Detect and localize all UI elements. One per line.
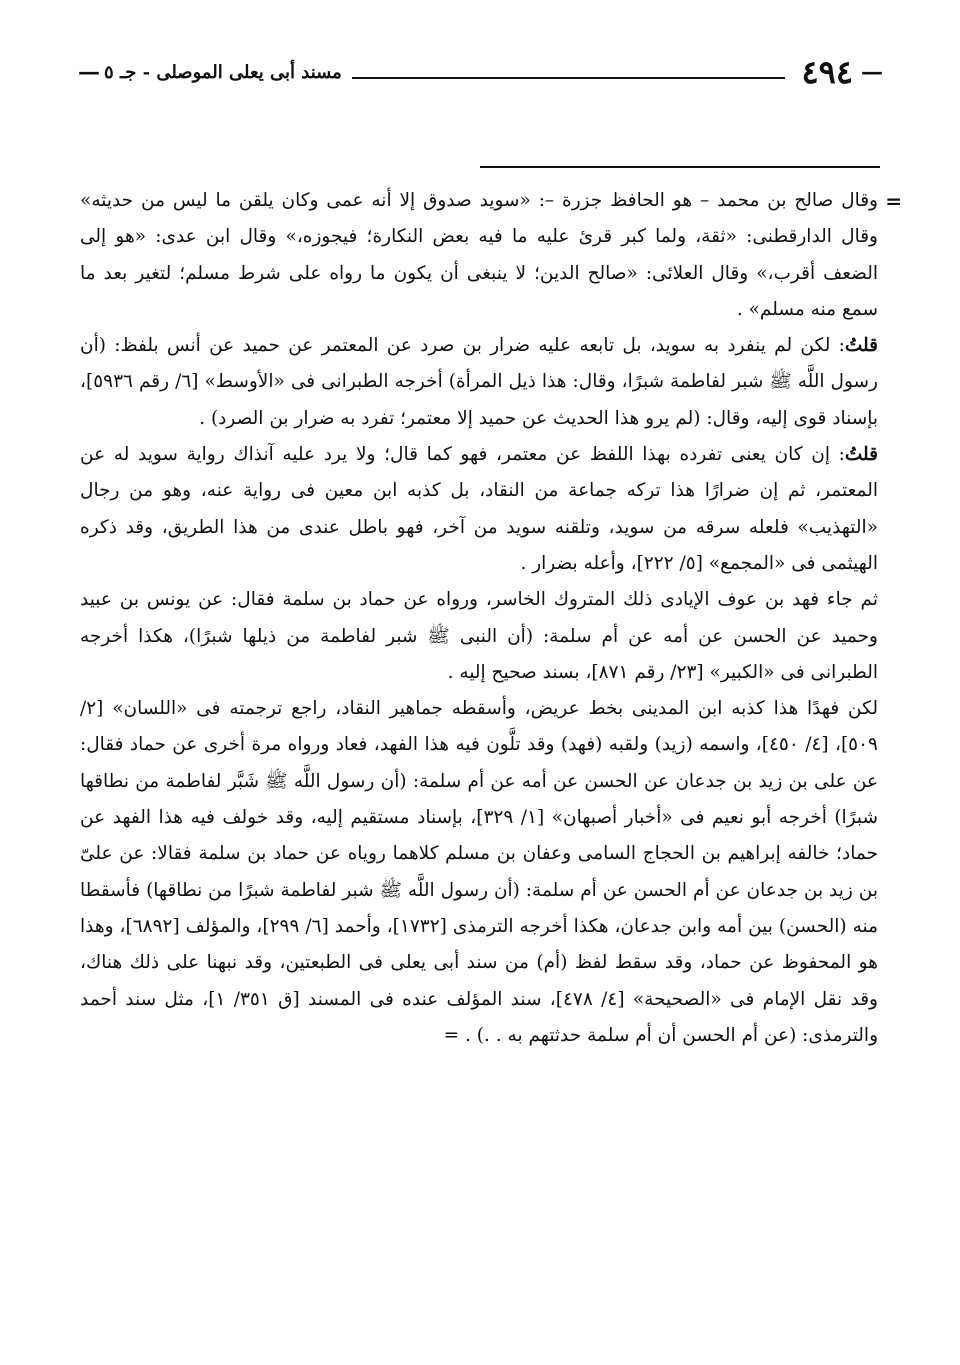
footnote-paragraph <box>80 691 878 1054</box>
paragraph-text: ثم جاء فهد بن عوف الإيادى ذلك المتروك الخاسر، ورواه عن حماد بن سلمة فقال: عن يونس بن عبيد وحميد عن الحسن عن أمه عن أم سلمة: (أن النبى ﷺ شبر لفاطمة من ذيلها شبرًا)، هكذا أخرجه الطبرانى فى «الكبير» [٢٣/ رقم ٨٧١]، بسند صحيح إليه . <box>80 589 878 683</box>
footnote-paragraph <box>80 328 878 437</box>
running-title: مسند أبى يعلى الموصلى - جـ ٥ <box>104 61 342 83</box>
paragraph-text: : إن كان يعنى تفرده بهذا اللفظ عن معتمر، فهو كما قال؛ ولا يرد عليه آنذاك رواية سويد له عن المعتمر، ثم إن ضرارًا هذا تركه جماعة من النقاد، بل كذبه ابن معين فى رواية عنه، وهو من رجال «التهذيب» فلعله سرقه من سويد، وتلقنه سويد من آخر، فهو باطل عندى من هذا الطريق، وقد ذكره الهيثمى فى «المجمع» [٥/ ٢٢٢]، وأعله بضرار . <box>80 444 878 574</box>
footnote-body <box>80 183 902 1054</box>
page-number: ٤٩٤ <box>801 53 853 91</box>
footnote-paragraph <box>80 582 878 691</box>
header-dash-left: — <box>78 59 100 85</box>
qultu-label: قلتُ <box>844 335 878 357</box>
running-header <box>78 50 883 94</box>
header-dash-right: — <box>861 59 883 85</box>
footnote-separator <box>480 166 880 168</box>
footnote-paragraph <box>80 183 902 328</box>
paragraph-text: لكن فهدًا هذا كذبه ابن المدينى بخط عريض، وأسقطه جماهير النقاد، راجع ترجمته فى «اللسان» [٢/ ٥٠٩]، [٤/ ٤٥٠]، واسمه (زيد) ولقبه (فهد) وقد تلَّون فيه هذا الفهد، فعاد ورواه مرة أخرى عن حماد فقال: عن على بن زيد بن جدعان عن الحسن عن أمه عن أم سلمة: (أن رسول اللَّه ﷺ شَبَّر لفاطمة من نطاقها شبرًا) أخرجه أبو نعيم فى «أخبار أصبهان» [١/ ٣٢٩]، بإسناد مستقيم إليه، وقد خولف فيه هذا الفهد عن حماد؛ خالفه إبراهيم بن الحجاج السامى وعفان بن مسلم كلاهما روياه عن حماد بن سلمة فقالا: عن علىّ بن زيد بن جدعان عن أم الحسن عن أم سلمة: (أن رسول اللَّه ﷺ شبر لفاطمة شبرًا من نطاقها) فأسقطا منه (الحسن) بين أمه وابن جدعان، هكذا أخرجه الترمذى [١٧٣٢]، وأحمد [٦/ ٢٩٩]، والمؤلف [٦٨٩٢]، وهذا هو المحفوظ عن حماد، وقد سقط لفظ (أم) من سند أبى يعلى فى الطبعتين، وقد نبهنا على ذلك هناك، وقد نقل الإمام فى «الصحيحة» [٤/ ٤٧٨]، سند المؤلف عنده فى المسند [ق ٣٥١/ ١]، مثل سند أحمد والترمذى: (عن أم الحسن أن أم سلمة حدثتهم به . .) . = <box>80 698 879 1046</box>
paragraph-text: : لكن لم ينفرد به سويد، بل تابعه عليه ضرار بن صرد عن المعتمر عن حميد عن أنس بلفظ: (أن رسول اللَّه ﷺ شبر لفاطمة شبرًا، وقال: هذا ذيل المرأة) أخرجه الطبرانى فى «الأوسط» [٦/ رقم ٥٩٣٦]، بإسناد قوى إليه، وقال: (لم يرو هذا الحديث عن حميد إلا معتمر؛ تفرد به ضرار بن الصرد) . <box>80 335 878 429</box>
header-rule <box>352 77 786 79</box>
qultu-label: قلتُ <box>844 444 878 466</box>
continuation-mark: = <box>885 189 902 213</box>
paragraph-text: وقال صالح بن محمد – هو الحافظ جزرة –: «سويد صدوق إلا أنه عمى وكان يلقن ما ليس من حديثه» وقال الدارقطنى: «ثقة، ولما كبر قرئ عليه ما فيه بعض النكارة؛ فيجوزه،» وقال ابن عدى: «هو إلى الضعف أقرب،» وقال العلائى: «صالح الدين؛ لا ينبغى أن يكون ما رواه على شرط مسلم؛ لتغير بعد ما سمع منه مسلم» . <box>80 190 878 320</box>
footnote-paragraph <box>80 437 878 582</box>
